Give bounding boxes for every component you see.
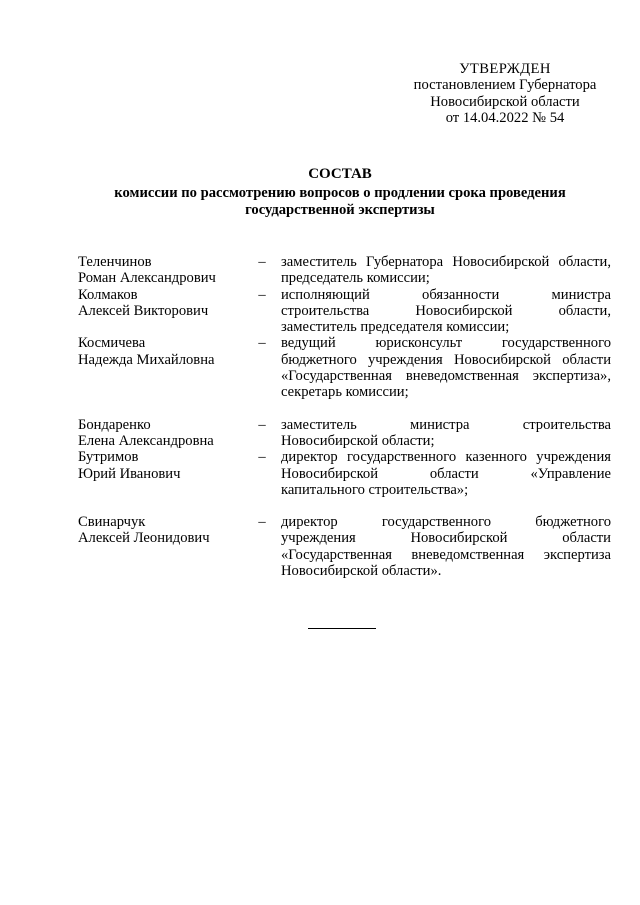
approval-region: Новосибирской области — [430, 93, 580, 110]
member-role — [281, 449, 611, 498]
member-role-line: бюджетного учреждения Новосибирской области — [281, 351, 611, 368]
member-role-line: «Государственная вневедомственная экспертиза — [281, 546, 611, 563]
member-given-names: Роман Александрович — [78, 270, 216, 287]
member-surname: Бондаренко — [78, 416, 151, 433]
member-surname: Бутримов — [78, 449, 139, 466]
member-name — [78, 449, 243, 498]
member-role-line: Новосибирской области; — [281, 432, 435, 449]
member-row — [78, 254, 611, 287]
member-role-line: директор государственного казенного учреждения — [281, 449, 611, 466]
member-role-line: исполняющий обязанности министра — [281, 286, 611, 303]
member-surname: Теленчинов — [78, 254, 152, 270]
member-given-names: Надежда Михайловна — [78, 351, 215, 368]
member-row — [78, 417, 611, 450]
document-subtitle-line-2: государственной экспертизы — [245, 201, 435, 218]
member-dash: – — [258, 514, 266, 531]
member-surname: Свинарчук — [78, 514, 146, 531]
member-role-line: «Государственная вневедомственная экспертиза», — [281, 368, 611, 385]
member-role-line: учреждения Новосибирской области — [281, 530, 611, 547]
member-role-line: секретарь комиссии; — [281, 384, 409, 401]
member-role-line: Новосибирской области «Управление — [281, 465, 611, 482]
document-subtitle-line-1: комиссии по рассмотрению вопросов о продлении срока проведения — [114, 185, 566, 202]
member-surname: Колмаков — [78, 286, 138, 303]
member-dash: – — [258, 449, 266, 466]
member-given-names: Алексей Викторович — [78, 302, 209, 319]
member-role — [281, 417, 611, 450]
member-dash: – — [258, 416, 266, 433]
member-row — [78, 287, 611, 336]
member-role — [281, 254, 611, 287]
member-role-line: ведущий юрисконсульт государственного — [281, 335, 611, 352]
member-name — [78, 254, 243, 287]
closing-divider — [308, 628, 376, 629]
document-heading — [40, 166, 640, 218]
document-title: СОСТАВ — [308, 166, 372, 182]
member-role-line: заместитель Губернатора Новосибирской области, — [281, 254, 611, 270]
member-given-names: Елена Александровна — [78, 432, 214, 449]
member-given-names: Алексей Леонидович — [78, 530, 210, 547]
member-role-line: председатель комиссии; — [281, 270, 430, 287]
member-role — [281, 287, 611, 336]
member-role-line: заместитель председателя комиссии; — [281, 319, 510, 336]
approval-date-number: от 14.04.2022 № 54 — [445, 109, 565, 126]
member-dash: – — [258, 335, 266, 352]
member-dash: – — [258, 254, 266, 270]
member-role-line: Новосибирской области». — [281, 563, 442, 580]
member-role-line: заместитель министра строительства — [281, 416, 611, 433]
member-row — [78, 449, 611, 498]
approval-title: УТВЕРЖДЕН — [459, 61, 551, 77]
commission-members-list — [78, 254, 611, 579]
member-role — [281, 514, 611, 579]
member-name — [78, 514, 243, 579]
member-dash: – — [258, 286, 266, 303]
member-role-line: директор государственного бюджетного — [281, 514, 611, 531]
member-row — [78, 335, 611, 400]
member-name — [78, 335, 243, 400]
member-name — [78, 417, 243, 450]
member-row — [78, 514, 611, 579]
member-given-names: Юрий Иванович — [78, 465, 181, 482]
approval-stamp — [380, 61, 630, 126]
member-name — [78, 287, 243, 336]
approval-decree: постановлением Губернатора — [413, 77, 597, 94]
member-role-line: капитального строительства»; — [281, 481, 469, 498]
member-role-line: строительства Новосибирской области, — [281, 302, 611, 319]
member-surname: Космичева — [78, 335, 146, 352]
member-role — [281, 335, 611, 400]
